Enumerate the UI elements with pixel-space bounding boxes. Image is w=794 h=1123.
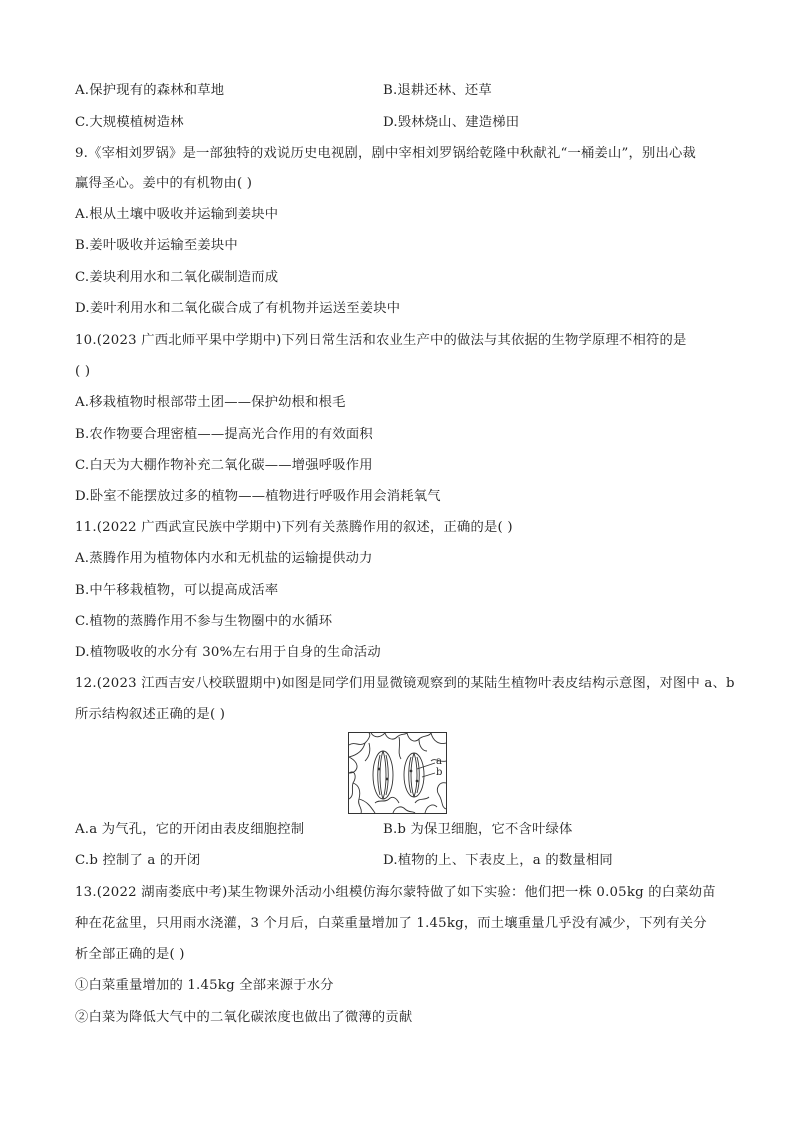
q10-stem-line1: 10.(2023 广西北师平果中学期中)下列日常生活和农业生产中的做法与其依据的生物学原理不相符的是: [75, 333, 687, 348]
q12-stem-line1: 12.(2023 江西吉安八校联盟期中)如图是同学们用显微镜观察到的某陆生植物叶表皮结构示意图，对图中 a、b: [75, 676, 735, 691]
figure-label-b: b: [436, 767, 443, 778]
q8-option-a: A.保护现有的森林和草地: [75, 83, 225, 98]
q13-item-2: ②白菜为降低大气中的二氧化碳浓度也做出了微薄的贡献: [75, 1010, 413, 1025]
q10-option-d: D.卧室不能摆放过多的植物——植物进行呼吸作用会消耗氧气: [75, 489, 441, 504]
figure-label-a: a: [436, 756, 442, 767]
q9-option-c: C.姜块利用水和二氧化碳制造而成: [75, 270, 279, 285]
q10-option-a: A.移栽植物时根部带土团——保护幼根和根毛: [75, 395, 346, 410]
q11-option-a: A.蒸腾作用为植物体内水和无机盐的运输提供动力: [75, 551, 373, 566]
q12-option-c: C.b 控制了 a 的开闭: [75, 853, 201, 868]
q10-option-c: C.白天为大棚作物补充二氧化碳——增强呼吸作用: [75, 458, 373, 473]
q11-option-d: D.植物吸收的水分有 30%左右用于自身的生命活动: [75, 645, 381, 660]
q12-option-d: D.植物的上、下表皮上，a 的数量相同: [383, 853, 613, 868]
q12-option-a: A.a 为气孔，它的开闭由表皮细胞控制: [75, 822, 305, 837]
q13-stem-line2: 种在花盆里，只用雨水浇灌，3 个月后，白菜重量增加了 1.45kg，而土壤重量几乎没有减少，下列有关分: [75, 916, 707, 931]
q10-stem-line2: ( ): [75, 364, 91, 379]
q8-option-d: D.毁林烧山、建造梯田: [383, 115, 520, 130]
q8-option-c: C.大规模植树造林: [75, 115, 184, 130]
q9-option-b: B.姜叶吸收并运输至姜块中: [75, 238, 238, 253]
q11-option-c: C.植物的蒸腾作用不参与生物圈中的水循环: [75, 614, 333, 629]
q10-option-b: B.农作物要合理密植——提高光合作用的有效面积: [75, 427, 373, 442]
leaf-epidermis-figure: [348, 732, 447, 814]
q12-option-b: B.b 为保卫细胞，它不含叶绿体: [383, 822, 573, 837]
q12-stem-line2: 所示结构叙述正确的是( ): [75, 707, 226, 722]
q9-option-d: D.姜叶利用水和二氧化碳合成了有机物并运送至姜块中: [75, 301, 401, 316]
q13-item-1: ①白菜重量增加的 1.45kg 全部来源于水分: [75, 978, 334, 993]
q13-stem-line1: 13.(2022 湖南娄底中考)某生物课外活动小组模仿海尔蒙特做了如下实验：他们把一株 0.05kg 的白菜幼苗: [75, 885, 716, 900]
q8-option-b: B.退耕还林、还草: [383, 83, 492, 98]
q11-stem: 11.(2022 广西武宣民族中学期中)下列有关蒸腾作用的叙述，正确的是( ): [75, 520, 513, 535]
q9-stem-line2: 赢得圣心。姜中的有机物由( ): [75, 176, 253, 191]
q9-option-a: A.根从土壤中吸收并运输到姜块中: [75, 207, 279, 222]
q9-stem-line1: 9.《宰相刘罗锅》是一部独特的戏说历史电视剧，剧中宰相刘罗锅给乾隆中秋献礼“一桶姜山”，别出心裁: [75, 146, 696, 161]
q11-option-b: B.中午移栽植物，可以提高成活率: [75, 583, 279, 598]
stomata-diagram: [349, 733, 446, 813]
q13-stem-line3: 析全部正确的是( ): [75, 947, 185, 962]
